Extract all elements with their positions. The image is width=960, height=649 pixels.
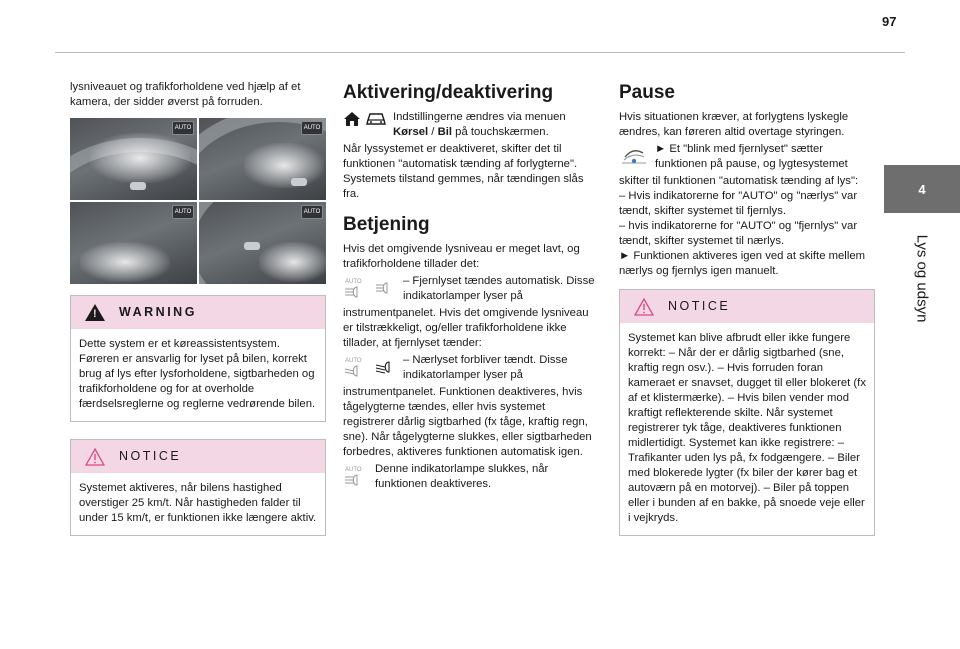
- auto-badge-icon: AUTO: [301, 121, 323, 135]
- auto-badge-icon: AUTO: [172, 205, 194, 219]
- high-beam-text: – Fjernlyset tændes automatisk. Disse indikatorlamper lyser på: [403, 275, 595, 302]
- scene-image-2: [199, 118, 326, 200]
- scene-image-4: [199, 202, 326, 284]
- column-left: [70, 80, 326, 536]
- auto-badge-icon: AUTO: [172, 121, 194, 135]
- auto-lamp-icon: [343, 275, 369, 299]
- lamp-off-row: [343, 462, 599, 492]
- warning-box: [70, 295, 326, 422]
- camera-image-grid: [70, 118, 326, 284]
- chapter-title: [884, 213, 960, 343]
- notice-body: Systemet aktiveres, når bilens hastighed overstiger 25 km/t. Når hastigheden falder til under 15 km/t, er funktionen ikke længere aktiv.: [79, 482, 317, 524]
- auto-lamp-icon: [343, 463, 369, 487]
- svg-text:AUTO: AUTO: [345, 358, 362, 364]
- notice-box-left: [70, 439, 326, 536]
- operation-text-3: instrumentpanelet. Funktionen deaktiveres, hvis tågelygterne tændes, eller hvis systemet registrerer dårlig sigtbarhed (fx tåge, kraftig regn, sne). Når tågelygterne slukkes, eller sigtbarheden forbedres, aktiveres funktionen automatisk igen.: [343, 386, 592, 458]
- notice-body: Systemet kan blive afbrudt eller ikke fungere korrekt: – Når der er dårlig sigtbarhed (sne, kraftig regn osv.). – Hvis forruden foran kameraet er snavset, dugget til eller blokeret (fx af et klistermærke). – Hvis bilen vender mod kraftigt reflekterende skilte. Når systemet registrerer tyk tåge, deaktiveres funktionen midlertidigt. Systemet kan ikke registrere: – Trafikanter uden lys på, fx fodgængere. – Biler med blokerede lygter (fx biler der kører bag et autoværn på en motorvej). – Biler på toppen eller i bunden af en bakke, på snoede veje eller i vejkryds.: [628, 332, 866, 524]
- warning-header: [71, 296, 325, 329]
- pause-list-2: – hvis indikatorerne for "AUTO" og "fjernlys" var tændt, skifter systemet til nærlys.: [619, 220, 858, 247]
- page-number: 97: [882, 14, 897, 29]
- flash-icon: [619, 143, 649, 167]
- svg-text:AUTO: AUTO: [345, 467, 362, 473]
- pause-text-2: skifter til funktionen "automatisk tænding af lys":: [619, 175, 859, 187]
- high-beam-icon: [373, 275, 397, 299]
- notice-triangle-icon: [85, 448, 105, 466]
- warning-triangle-icon: [85, 304, 105, 321]
- section-heading-activation: Aktivering/deaktivering: [343, 82, 554, 103]
- column-middle: [343, 82, 599, 494]
- scene-image-1: [70, 118, 197, 200]
- flash-text: ► Et "blink med fjernlyset" sætter funktionen på pause, og lygtesystemet: [655, 143, 848, 170]
- chapter-tab[interactable]: 4: [884, 165, 960, 213]
- flash-row: [619, 142, 875, 172]
- auto-lamp-icon: [343, 354, 369, 378]
- warning-body: Dette system er et køreassistentsystem. Føreren er ansvarlig for lyset på bilen, korrekt brug af lys efter lysforholdene, sigtbarheden og trafikforholdene og for at overholde færdselsreglerne og reglerne vedrørende bilen.: [79, 338, 316, 410]
- menu-korsel: Kørsel: [393, 126, 429, 138]
- notice-header: [620, 290, 874, 323]
- column-right: [619, 82, 875, 536]
- scene-image-3: [70, 202, 197, 284]
- pause-list-1: – Hvis indikatorerne for "AUTO" og "nærlys" var tændt, skifter systemet til fjernlys.: [619, 190, 858, 217]
- low-beam-text: – Nærlyset forbliver tændt. Disse indikatorlamper lyser på: [403, 354, 568, 381]
- chapter-title-text: Lys og udsyn: [913, 234, 931, 322]
- low-beam-icon: [373, 354, 397, 378]
- car-icon: [365, 111, 387, 127]
- home-icon: [343, 111, 361, 127]
- notice-triangle-icon: [634, 298, 654, 316]
- low-beam-row: [343, 353, 599, 383]
- deactivation-text: Når lyssystemet er deaktiveret, skifter det til funktionen "automatisk tænding af forlygterne". Systemets tilstand gemmes, når tændingen slås fra.: [343, 143, 584, 200]
- operation-text-2: instrumentpanelet. Hvis det omgivende lysniveau er tilstrækkeligt, og/eller trafikforholdene ikke tillader, at fjernlyset tænder:: [343, 307, 589, 349]
- notice-title: NOTICE: [668, 299, 731, 313]
- activation-text: Indstillingerne ændres via menuen Kørsel / Bil på touchskærmen.: [393, 111, 566, 138]
- pause-list-3: ► Funktionen aktiveres igen ved at skifte mellem nærlys og fjernlys igen manuelt.: [619, 250, 866, 277]
- section-heading-operation: Betjening: [343, 214, 430, 235]
- notice-title: NOTICE: [119, 449, 182, 463]
- header-rule: [55, 52, 905, 53]
- operation-intro: Hvis det omgivende lysniveau er meget lavt, og trafikforholdene tillader det:: [343, 243, 580, 270]
- menu-bil: Bil: [437, 126, 453, 138]
- activation-row: [343, 110, 599, 140]
- high-beam-row: [343, 274, 599, 304]
- section-heading-pause: Pause: [619, 82, 675, 103]
- auto-badge-icon: AUTO: [301, 205, 323, 219]
- svg-text:AUTO: AUTO: [345, 279, 362, 285]
- notice-box-right: [619, 289, 875, 536]
- pause-intro: Hvis situationen kræver, at forlygtens lyskegle ændres, kan føreren altid overtage styringen.: [619, 111, 849, 138]
- notice-header: [71, 440, 325, 473]
- intro-text: lysniveauet og trafikforholdene ved hjælp af et kamera, der sidder øverst på forruden.: [70, 81, 301, 108]
- lamp-off-text: Denne indikatorlampe slukkes, når funktionen deaktiveres.: [375, 463, 549, 490]
- warning-title: WARNING: [119, 305, 197, 319]
